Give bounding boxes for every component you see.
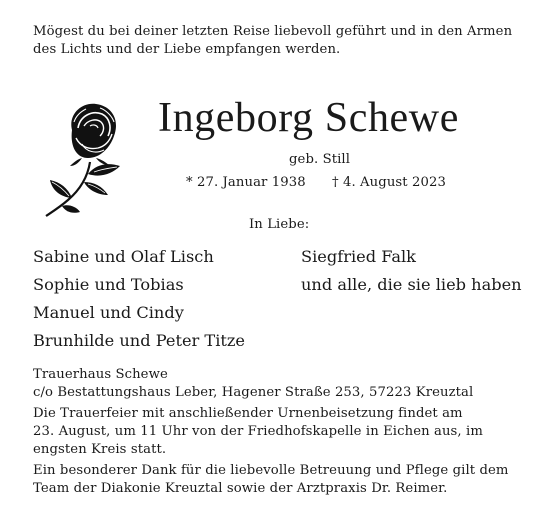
- address-line-1: Trauerhaus Schewe: [33, 367, 168, 382]
- birth-name: geb. Still: [289, 152, 351, 167]
- address-line-2: c/o Bestattungshaus Leber, Hagener Straße 253, 57223 Kreuztal: [33, 385, 474, 400]
- verse-line-1: Mögest du bei deiner letzten Reise liebevoll geführt und in den Armen: [33, 24, 513, 39]
- funeral-line-1: Die Trauerfeier mit anschließender Urnenbeisetzung findet am: [33, 406, 463, 421]
- verse-line-2: des Lichts und der Liebe empfangen werden.: [33, 42, 341, 57]
- funeral-line-3: engsten Kreis statt.: [33, 442, 167, 457]
- mourner-right-2: und alle, die sie lieb haben: [301, 275, 522, 294]
- mourner-left-3: Manuel und Cindy: [33, 303, 184, 322]
- funeral-line-2: 23. August, um 11 Uhr von der Friedhofskapelle in Eichen aus, im: [33, 424, 483, 439]
- mourner-left-1: Sabine und Olaf Lisch: [33, 247, 214, 266]
- birth-date: * 27. Januar 1938: [186, 175, 306, 190]
- death-date: † 4. August 2023: [332, 175, 446, 190]
- mourner-left-2: Sophie und Tobias: [33, 275, 184, 294]
- rose-icon: [38, 100, 128, 218]
- deceased-name: Ingeborg Schewe: [158, 95, 459, 141]
- thanks-line-2: Team der Diakonie Kreuztal sowie der Arztpraxis Dr. Reimer.: [33, 481, 448, 496]
- in-love-label: In Liebe:: [249, 217, 310, 232]
- mourner-left-4: Brunhilde und Peter Titze: [33, 331, 246, 350]
- mourner-right-1: Siegfried Falk: [301, 247, 416, 266]
- thanks-line-1: Ein besonderer Dank für die liebevolle Betreuung und Pflege gilt dem: [33, 463, 509, 478]
